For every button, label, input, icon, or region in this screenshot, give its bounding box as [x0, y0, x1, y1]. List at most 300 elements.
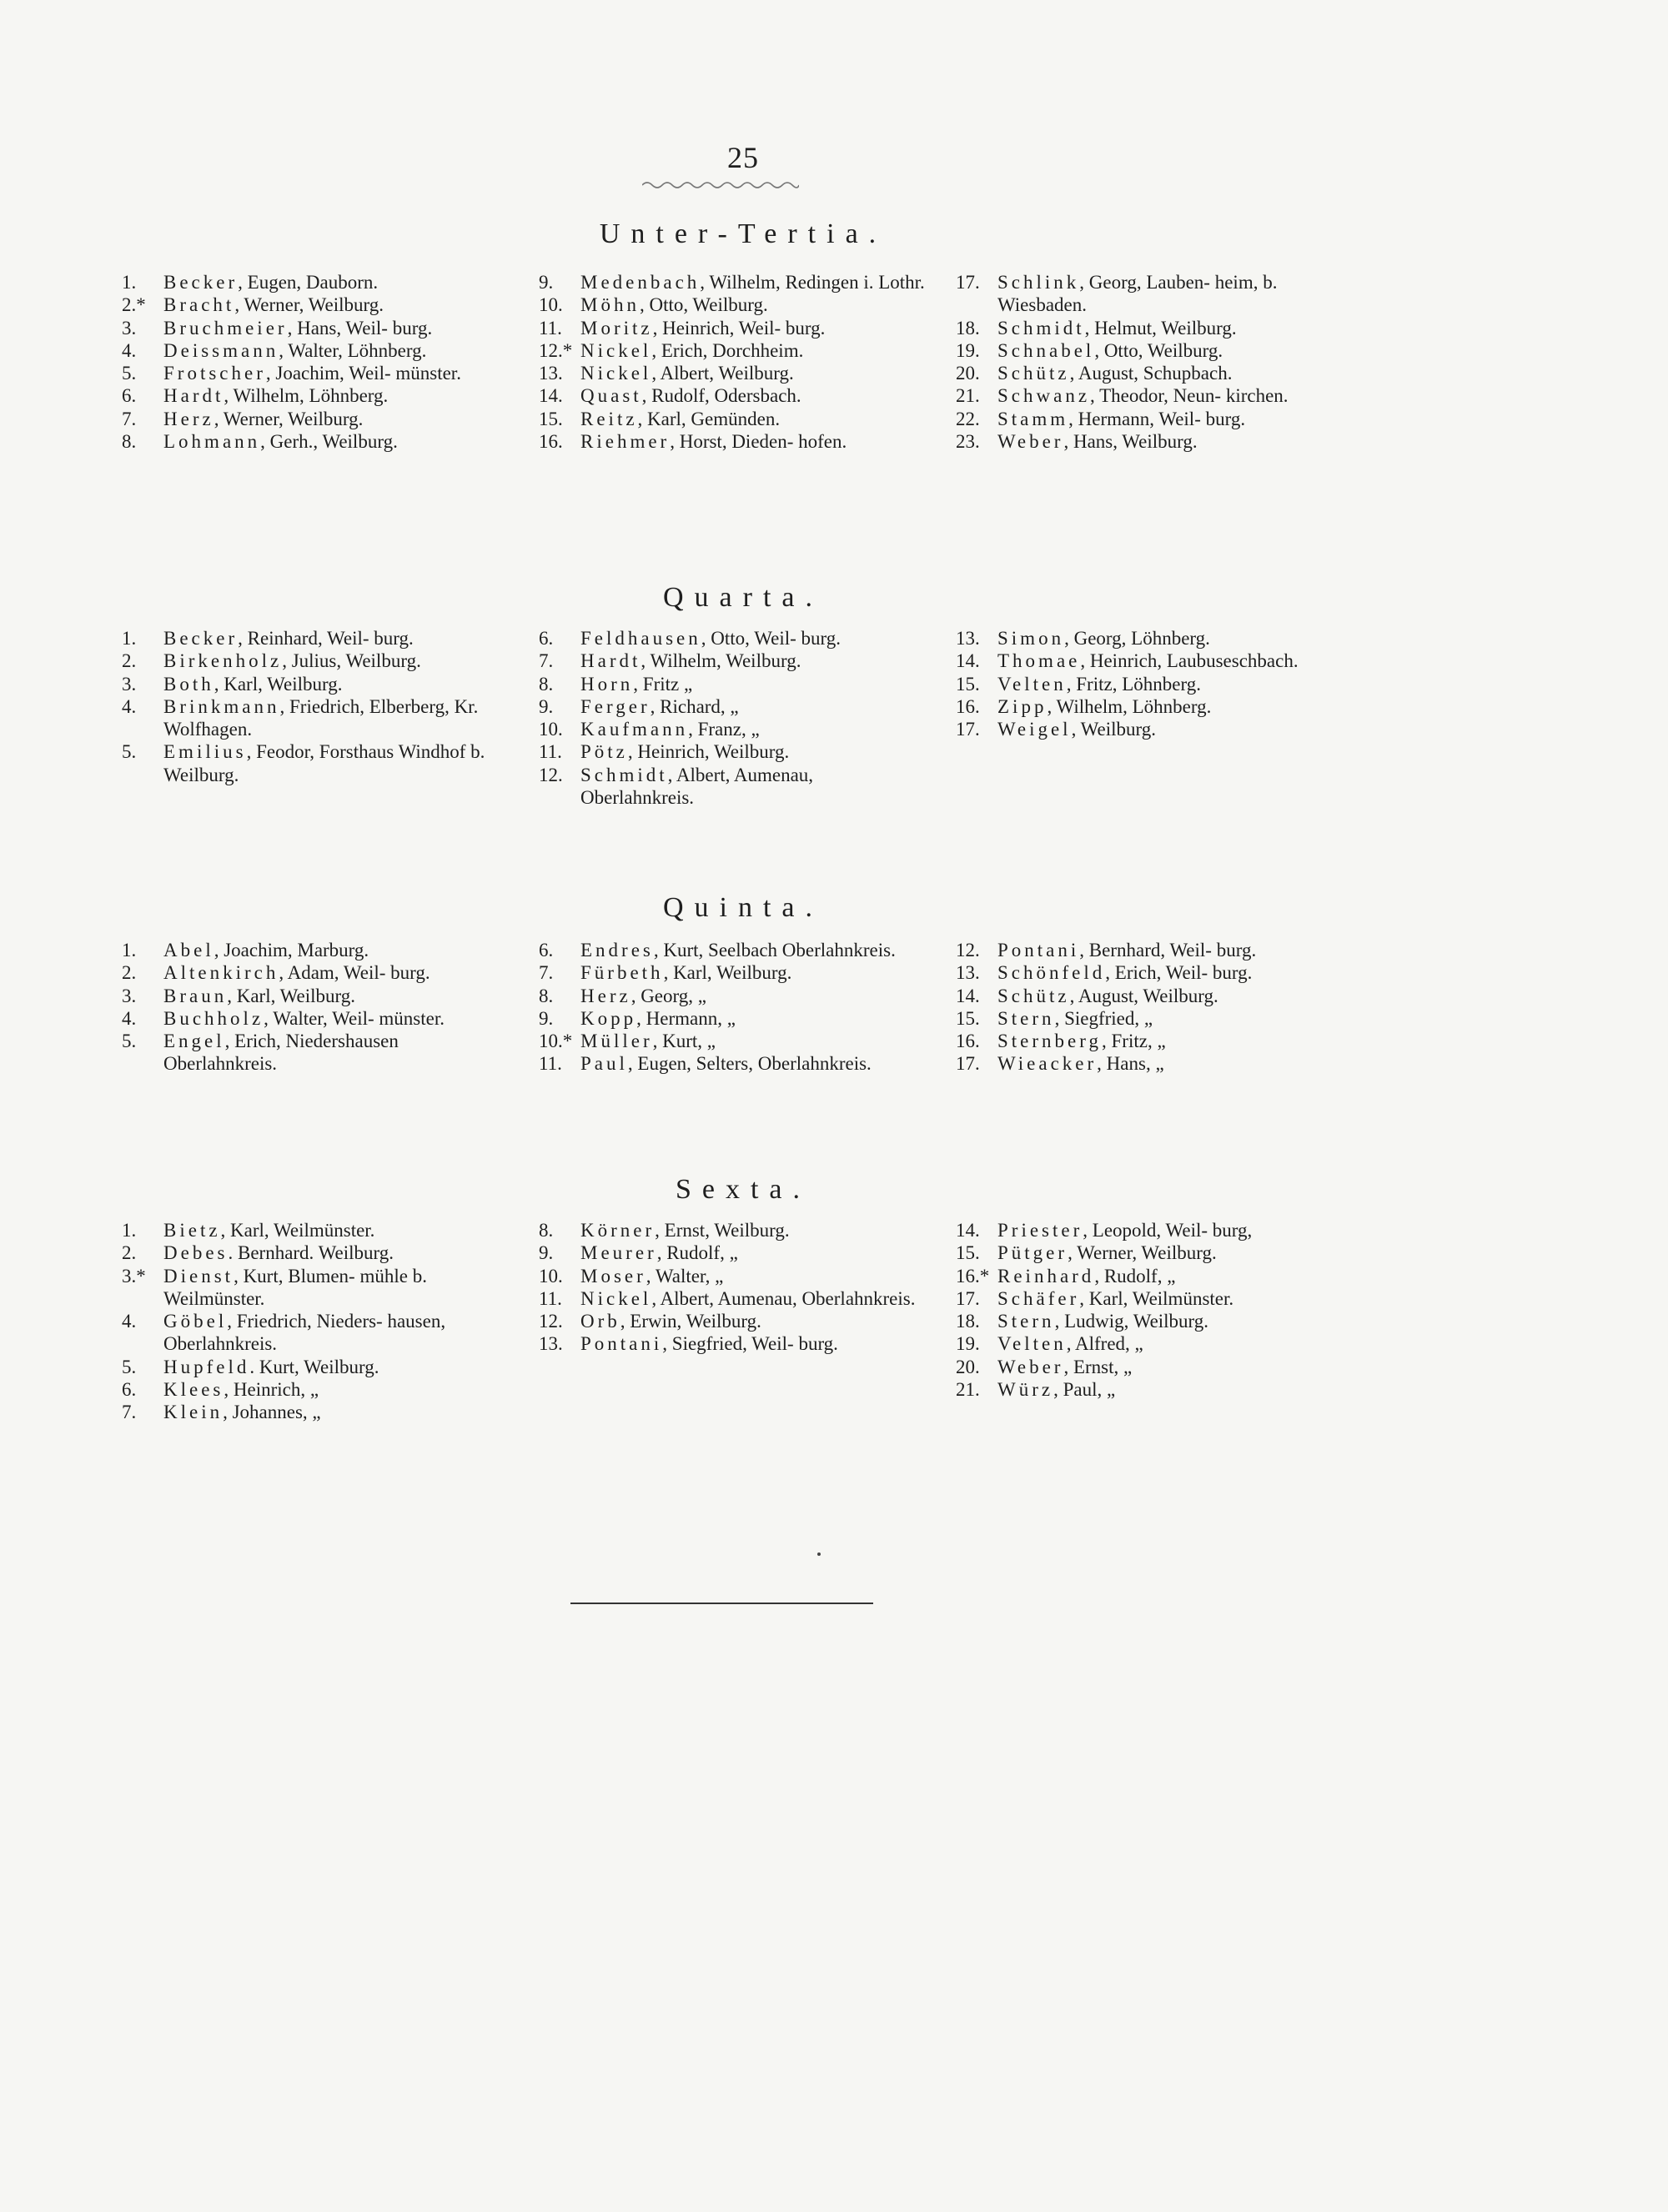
- list-item: [956, 673, 1348, 695]
- entry-details: , Richard, „: [650, 695, 739, 717]
- entry-surname: Altenkirch: [163, 962, 279, 984]
- entry-surname: Göbel: [163, 1311, 228, 1332]
- entry-details: , Otto, Weilburg.: [639, 294, 768, 316]
- entry-surname: Pontani: [997, 940, 1080, 961]
- list-item: [122, 293, 514, 316]
- column-quinta-1: [122, 939, 514, 1076]
- list-item: [539, 627, 931, 650]
- entry-number: 9.: [539, 695, 554, 717]
- list-item: [539, 408, 931, 430]
- list-item: [956, 1007, 1348, 1030]
- entry-details: , Gerh., Weilburg.: [260, 431, 398, 453]
- entry-number: 20.: [956, 363, 980, 384]
- entry-details: , Werner, Weilburg.: [234, 294, 384, 316]
- list-item: [956, 317, 1348, 339]
- entry-surname: Pötz: [580, 741, 628, 763]
- entry-number: 16.*: [956, 1265, 990, 1287]
- column-unter-tertia-3: [956, 271, 1348, 453]
- entry-surname: Reinhard: [997, 1265, 1095, 1287]
- list-item: [956, 627, 1348, 650]
- entry-details: , Karl, Gemünden.: [637, 408, 781, 429]
- entry-surname: Birkenholz: [163, 650, 283, 672]
- entry-number: 15.: [956, 1242, 980, 1264]
- entry-number: 21.: [956, 385, 980, 407]
- entry-details: , Wilhelm, Löhnberg.: [224, 385, 389, 407]
- entry-details: , Heinrich, Laubuseschbach.: [1080, 650, 1299, 672]
- entry-details: , Siegfried, „: [1054, 1007, 1153, 1029]
- entry-number: 17.: [956, 719, 980, 740]
- entry-surname: Both: [163, 673, 214, 695]
- entry-details: , Ernst, Weilburg.: [655, 1220, 790, 1241]
- list-item: [956, 939, 1348, 961]
- entry-surname: Würz: [997, 1379, 1054, 1401]
- entry-details: , Karl, Weilmünster.: [220, 1220, 375, 1241]
- entry-surname: Feldhausen: [580, 628, 701, 649]
- entry-surname: Weber: [997, 431, 1064, 453]
- list-item: [539, 961, 931, 984]
- entry-number: 11.: [539, 317, 562, 339]
- entry-details: , Weilburg.: [1071, 719, 1157, 740]
- list-item: [956, 430, 1348, 453]
- list-item: [539, 740, 931, 763]
- entry-details: , Erich, Weil- burg.: [1105, 962, 1253, 984]
- entry-surname: Debes: [163, 1242, 229, 1264]
- entry-surname: Buchholz: [163, 1007, 264, 1029]
- entry-details: , Karl, Weilburg.: [227, 985, 356, 1006]
- section-title-quinta: Quinta.: [662, 892, 824, 923]
- entry-details: , Walter, „: [646, 1265, 724, 1287]
- entry-surname: Frotscher: [163, 363, 266, 384]
- entry-surname: Körner: [580, 1220, 656, 1241]
- entry-number: 6.: [122, 1379, 137, 1401]
- entry-surname: Schnabel: [997, 339, 1095, 361]
- entry-number: 12.: [539, 1311, 563, 1332]
- list-item: [956, 1287, 1348, 1310]
- entry-number: 13.: [956, 962, 980, 984]
- entry-number: 2.: [122, 1242, 137, 1264]
- entry-number: 17.: [956, 272, 980, 293]
- entry-details: , Werner, Weilburg.: [1068, 1242, 1217, 1264]
- list-item: [122, 362, 514, 384]
- section-title-sexta: Sexta.: [675, 1174, 811, 1205]
- entry-details: , Georg, Löhnberg.: [1064, 628, 1210, 649]
- list-item: [539, 718, 931, 740]
- entry-details: , Hermann, „: [636, 1007, 736, 1029]
- entry-details: , Friedrich, Nieders- hausen, Oberlahnkreis.: [163, 1311, 446, 1355]
- entry-details: , Reinhard, Weil- burg.: [238, 628, 414, 649]
- entry-number: 14.: [956, 1220, 980, 1241]
- list-item: [122, 1310, 514, 1356]
- entry-surname: Becker: [163, 628, 239, 649]
- entry-number: 1.: [122, 1220, 137, 1241]
- entry-details: , Otto, Weil- burg.: [701, 628, 841, 649]
- list-item: [956, 1030, 1348, 1052]
- list-item: [539, 985, 931, 1007]
- entry-details: , Otto, Weilburg.: [1094, 339, 1223, 361]
- entry-details: , Georg, „: [631, 985, 706, 1006]
- entry-details: , Hans, Weilburg.: [1063, 431, 1198, 453]
- entry-number: 12.*: [539, 339, 573, 361]
- entry-surname: Zipp: [997, 695, 1048, 717]
- entry-surname: Schwanz: [997, 385, 1091, 407]
- entry-details: , Paul, „: [1053, 1379, 1116, 1401]
- entry-surname: Schütz: [997, 363, 1070, 384]
- entry-surname: Pontani: [580, 1333, 663, 1355]
- entry-number: 13.: [539, 363, 563, 384]
- list-item: [539, 1219, 931, 1241]
- entry-surname: Kopp: [580, 1007, 637, 1029]
- list-item: [956, 339, 1348, 362]
- list-item: [122, 1265, 514, 1311]
- entry-number: 15.: [539, 408, 563, 429]
- list-item: [122, 740, 514, 786]
- entry-details: , Fritz, „: [1102, 1031, 1166, 1052]
- column-unter-tertia-1: [122, 271, 514, 453]
- list-item: [122, 939, 514, 961]
- entry-details: , Bernhard, Weil- burg.: [1079, 940, 1257, 961]
- entry-number: 13.: [539, 1333, 563, 1355]
- entry-number: 4.: [122, 339, 137, 361]
- list-item: [539, 1332, 931, 1355]
- entry-details: , Theodor, Neun- kirchen.: [1090, 385, 1289, 407]
- entry-surname: Möhn: [580, 294, 640, 316]
- entry-surname: Sternberg: [997, 1031, 1103, 1052]
- entry-surname: Horn: [580, 673, 634, 695]
- entry-number: 19.: [956, 1333, 980, 1355]
- entry-number: 3.: [122, 673, 137, 695]
- list-item: [122, 650, 514, 672]
- column-quinta-3: [956, 939, 1348, 1076]
- list-item: [539, 271, 931, 293]
- entry-surname: Kaufmann: [580, 719, 689, 740]
- list-item: [539, 430, 931, 453]
- entry-number: 4.: [122, 695, 137, 717]
- entry-surname: Schönfeld: [997, 962, 1106, 984]
- list-item: [539, 1052, 931, 1075]
- entry-number: 23.: [956, 431, 980, 453]
- ink-speck: [817, 1552, 821, 1556]
- entry-number: 4.: [122, 1311, 137, 1332]
- entry-details: , Karl, Weilmünster.: [1079, 1287, 1234, 1309]
- entry-details: , Alfred, „: [1066, 1333, 1143, 1355]
- entry-details: , Ernst, „: [1063, 1356, 1133, 1377]
- entry-number: 9.: [539, 272, 554, 293]
- entry-number: 18.: [956, 317, 980, 339]
- entry-details: , Eugen, Selters, Oberlahnkreis.: [627, 1053, 872, 1075]
- entry-surname: Schmidt: [997, 317, 1085, 339]
- entry-details: , Heinrich, „: [224, 1379, 319, 1401]
- list-item: [539, 1030, 931, 1052]
- entry-details: , Joachim, Marburg.: [214, 940, 369, 961]
- entry-details: , August, Weilburg.: [1069, 985, 1218, 1006]
- entry-surname: Weber: [997, 1356, 1064, 1377]
- entry-details: , Hans, Weil- burg.: [287, 317, 433, 339]
- entry-number: 13.: [956, 628, 980, 649]
- list-item: [122, 339, 514, 362]
- entry-details: , Horst, Dieden- hofen.: [670, 431, 847, 453]
- entry-number: 16.: [539, 431, 563, 453]
- entry-surname: Deissmann: [163, 339, 279, 361]
- entry-details: , Albert, Weilburg.: [651, 363, 794, 384]
- entry-surname: Abel: [163, 940, 214, 961]
- list-item: [539, 293, 931, 316]
- entry-number: 14.: [956, 985, 980, 1006]
- entry-number: 14.: [539, 385, 563, 407]
- entry-number: 10.: [539, 1265, 563, 1287]
- list-item: [956, 1356, 1348, 1378]
- list-item: [539, 1241, 931, 1264]
- entry-details: , Heinrich, Weilburg.: [627, 741, 790, 763]
- entry-surname: Meurer: [580, 1242, 657, 1264]
- list-item: [122, 1241, 514, 1264]
- entry-number: 8.: [539, 985, 554, 1006]
- entry-details: . Bernhard. Weilburg.: [228, 1242, 394, 1264]
- entry-surname: Brinkmann: [163, 695, 280, 717]
- entry-details: , Rudolf, „: [656, 1242, 738, 1264]
- entry-surname: Pütger: [997, 1242, 1068, 1264]
- entry-surname: Stamm: [997, 408, 1069, 429]
- entry-number: 6.: [122, 385, 137, 407]
- list-item: [122, 1356, 514, 1378]
- list-item: [122, 961, 514, 984]
- entry-number: 2.: [122, 650, 137, 672]
- list-item: [122, 1378, 514, 1401]
- list-item: [956, 1265, 1348, 1287]
- entry-number: 15.: [956, 1007, 980, 1029]
- entry-surname: Schütz: [997, 985, 1070, 1006]
- entry-surname: Paul: [580, 1053, 628, 1075]
- entry-surname: Hardt: [580, 650, 641, 672]
- entry-details: , Kurt, Blumen- mühle b. Weilmünster.: [163, 1265, 427, 1309]
- entry-number: 8.: [539, 673, 554, 695]
- entry-number: 18.: [956, 1311, 980, 1332]
- list-item: [956, 985, 1348, 1007]
- list-item: [122, 1007, 514, 1030]
- entry-surname: Schmidt: [580, 764, 668, 785]
- entry-number: 10.: [539, 719, 563, 740]
- entry-details: , Karl, Weilburg.: [214, 673, 343, 695]
- entry-surname: Nickel: [580, 363, 652, 384]
- entry-surname: Simon: [997, 628, 1065, 649]
- list-item: [122, 1030, 514, 1076]
- entry-number: 3.: [122, 985, 137, 1006]
- entry-surname: Velten: [997, 1333, 1067, 1355]
- entry-surname: Velten: [997, 673, 1067, 695]
- entry-surname: Thomae: [997, 650, 1081, 672]
- entry-surname: Nickel: [580, 339, 652, 361]
- entry-details: , Hermann, Weil- burg.: [1068, 408, 1246, 429]
- entry-number: 1.: [122, 940, 137, 961]
- entry-details: , Kurt, „: [652, 1031, 716, 1052]
- entry-number: 3.*: [122, 1265, 146, 1287]
- list-item: [539, 1287, 931, 1310]
- list-item: [122, 627, 514, 650]
- entry-details: , Wilhelm, Redingen i. Lothr.: [700, 272, 925, 293]
- list-item: [956, 1332, 1348, 1355]
- entry-number: 5.: [122, 1031, 137, 1052]
- list-item: [122, 384, 514, 407]
- entry-number: 7.: [539, 962, 554, 984]
- entry-surname: Riehmer: [580, 431, 671, 453]
- list-item: [956, 1241, 1348, 1264]
- entry-surname: Wieacker: [997, 1053, 1098, 1075]
- entry-number: 20.: [956, 1356, 980, 1377]
- entry-details: , Fritz, Löhnberg.: [1066, 673, 1201, 695]
- entry-surname: Schäfer: [997, 1287, 1080, 1309]
- list-item: [539, 673, 931, 695]
- entry-number: 10.*: [539, 1031, 573, 1052]
- entry-details: , Hans, „: [1097, 1053, 1164, 1075]
- entry-details: , Rudolf, „: [1094, 1265, 1176, 1287]
- entry-surname: Hupfeld: [163, 1356, 250, 1377]
- entry-number: 11.: [539, 741, 562, 763]
- entry-number: 2.: [122, 962, 137, 984]
- column-sexta-1: [122, 1219, 514, 1424]
- entry-number: 22.: [956, 408, 980, 429]
- list-item: [539, 695, 931, 718]
- entry-details: , Siegfried, Weil- burg.: [662, 1333, 838, 1355]
- entry-number: 17.: [956, 1287, 980, 1309]
- list-item: [956, 1219, 1348, 1241]
- entry-details: , Adam, Weil- burg.: [279, 962, 430, 984]
- entry-details: , Rudolf, Odersbach.: [641, 385, 801, 407]
- list-item: [122, 1401, 514, 1423]
- entry-surname: Engel: [163, 1031, 225, 1052]
- list-item: [122, 985, 514, 1007]
- entry-surname: Hardt: [163, 385, 224, 407]
- page-number-ornament: [642, 180, 799, 190]
- entry-details: , Fritz „: [633, 673, 693, 695]
- column-quarta-3: [956, 627, 1348, 740]
- entry-details: , Heinrich, Weil- burg.: [652, 317, 826, 339]
- column-quinta-2: [539, 939, 931, 1076]
- entry-details: , Erwin, Weilburg.: [620, 1311, 761, 1332]
- entry-number: 11.: [539, 1053, 562, 1075]
- entry-surname: Orb: [580, 1311, 620, 1332]
- entry-details: , Feodor, Forsthaus Windhof b. Weilburg.: [163, 741, 485, 785]
- entry-number: 14.: [956, 650, 980, 672]
- column-quarta-2: [539, 627, 931, 809]
- entry-details: , Karl, Weilburg.: [663, 962, 792, 984]
- list-item: [956, 384, 1348, 407]
- entry-number: 8.: [539, 1220, 554, 1241]
- column-quarta-1: [122, 627, 514, 786]
- entry-details: , Georg, Lauben- heim, b. Wiesbaden.: [997, 272, 1278, 316]
- entry-number: 5.: [122, 1356, 137, 1377]
- list-item: [539, 384, 931, 407]
- entry-surname: Moritz: [580, 317, 653, 339]
- entry-surname: Herz: [580, 985, 631, 1006]
- entry-number: 4.: [122, 1007, 137, 1029]
- entry-surname: Reitz: [580, 408, 638, 429]
- entry-number: 1.: [122, 628, 137, 649]
- entry-details: , Wilhelm, Löhnberg.: [1047, 695, 1212, 717]
- entry-surname: Priester: [997, 1220, 1083, 1241]
- list-item: [539, 317, 931, 339]
- entry-surname: Herz: [163, 408, 214, 429]
- entry-details: , Ludwig, Weilburg.: [1054, 1311, 1209, 1332]
- entry-surname: Müller: [580, 1031, 653, 1052]
- entry-details: , Kurt, Seelbach Oberlahnkreis.: [653, 940, 896, 961]
- list-item: [122, 271, 514, 293]
- list-item: [539, 339, 931, 362]
- list-item: [539, 939, 931, 961]
- entry-number: 8.: [122, 431, 137, 453]
- entry-number: 12.: [539, 764, 563, 785]
- entry-number: 21.: [956, 1379, 980, 1401]
- list-item: [539, 650, 931, 672]
- entry-number: 15.: [956, 673, 980, 695]
- entry-details: , Johannes, „: [223, 1402, 321, 1423]
- list-item: [956, 718, 1348, 740]
- entry-number: 12.: [956, 940, 980, 961]
- list-item: [956, 1052, 1348, 1075]
- list-item: [956, 650, 1348, 672]
- entry-details: , Eugen, Dauborn.: [238, 272, 379, 293]
- list-item: [122, 430, 514, 453]
- closing-rule: [570, 1603, 873, 1604]
- entry-number: 7.: [539, 650, 554, 672]
- column-unter-tertia-2: [539, 271, 931, 453]
- entry-details: , Werner, Weilburg.: [214, 408, 364, 429]
- entry-details: , Friedrich, Elberberg, Kr. Wolfhagen.: [163, 695, 479, 740]
- list-item: [122, 673, 514, 695]
- entry-number: 10.: [539, 294, 563, 316]
- entry-surname: Fürbeth: [580, 962, 664, 984]
- entry-number: 3.: [122, 317, 137, 339]
- list-item: [122, 408, 514, 430]
- list-item: [956, 408, 1348, 430]
- entry-number: 1.: [122, 272, 137, 293]
- page-number: 25: [727, 141, 759, 174]
- list-item: [539, 764, 931, 810]
- section-title-unter-tertia: Unter-Tertia.: [599, 218, 887, 249]
- section-title-quarta: Quarta.: [662, 582, 823, 613]
- list-item: [956, 271, 1348, 317]
- entry-details: , Helmut, Weilburg.: [1084, 317, 1237, 339]
- entry-surname: Klein: [163, 1402, 224, 1423]
- list-item: [956, 362, 1348, 384]
- list-item: [122, 1219, 514, 1241]
- entry-number: 16.: [956, 1031, 980, 1052]
- entry-number: 5.: [122, 741, 137, 763]
- entry-details: , Walter, Löhnberg.: [279, 339, 427, 361]
- entry-surname: Ferger: [580, 695, 651, 717]
- entry-details: , Erich, Dorchheim.: [651, 339, 804, 361]
- entry-surname: Bracht: [163, 294, 235, 316]
- list-item: [539, 1310, 931, 1332]
- entry-surname: Moser: [580, 1265, 646, 1287]
- list-item: [122, 695, 514, 741]
- entry-number: 7.: [122, 408, 137, 429]
- entry-surname: Bruchmeier: [163, 317, 288, 339]
- entry-surname: Stern: [997, 1007, 1055, 1029]
- list-item: [956, 1378, 1348, 1401]
- entry-surname: Dienst: [163, 1265, 234, 1287]
- list-item: [539, 1265, 931, 1287]
- entry-surname: Emilius: [163, 741, 247, 763]
- entry-details: , Joachim, Weil- münster.: [265, 363, 461, 384]
- entry-number: 9.: [539, 1007, 554, 1029]
- entry-surname: Braun: [163, 985, 228, 1006]
- column-sexta-3: [956, 1219, 1348, 1401]
- entry-number: 7.: [122, 1402, 137, 1423]
- entry-details: , Leopold, Weil- burg,: [1083, 1220, 1253, 1241]
- entry-surname: Endres: [580, 940, 654, 961]
- entry-surname: Medenbach: [580, 272, 701, 293]
- entry-surname: Nickel: [580, 1287, 652, 1309]
- entry-details: , Erich, Niedershausen Oberlahnkreis.: [163, 1031, 399, 1075]
